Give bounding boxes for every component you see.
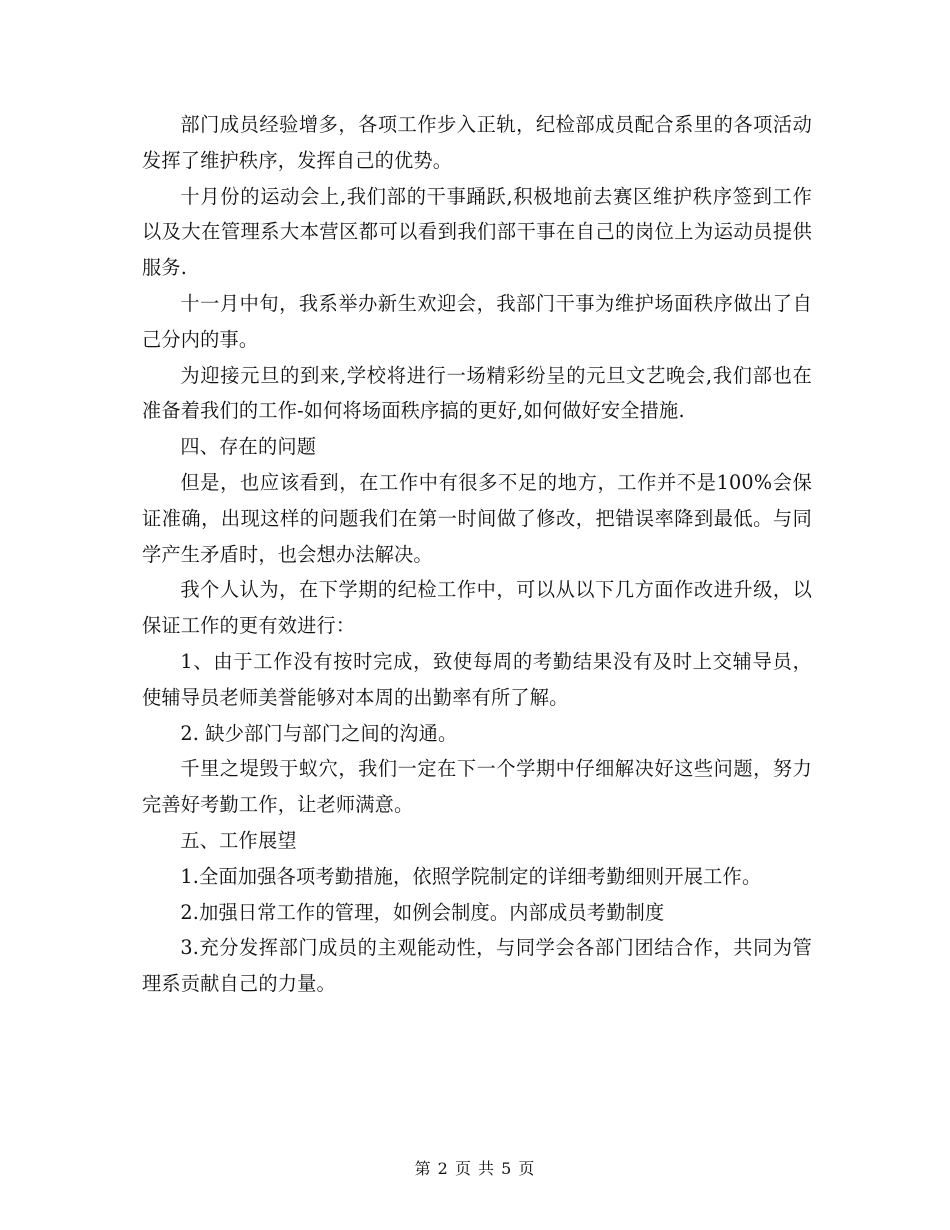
- paragraph: 十一月中旬，我系举办新生欢迎会，我部门干事为维护场面秩序做出了自己分内的事。: [142, 291, 812, 351]
- list-item: 1.全面加强各项考勤措施，依照学院制定的详细考勤细则开展工作。: [180, 864, 762, 888]
- paragraph: 我个人认为，在下学期的纪检工作中，可以从以下几方面作改进升级，以保证工作的更有效进行：: [142, 578, 812, 638]
- section-heading: 五、工作展望: [180, 828, 297, 852]
- document-body: [142, 107, 812, 1002]
- list-item: 2. 缺少部门与部门之间的沟通。: [180, 721, 458, 745]
- paragraph: 为迎接元旦的到来,学校将进行一场精彩纷呈的元旦文艺晚会,我们部也在准备着我们的工作-如何将场面秩序搞的更好,如何做好安全措施.: [142, 363, 812, 423]
- section-heading: 四、存在的问题: [180, 435, 317, 459]
- paragraph: 但是，也应该看到，在工作中有很多不足的地方，工作并不是100%会保证准确，出现这样的问题我们在第一时间做了修改，把错误率降到最低。与同学产生矛盾时，也会想办法解决。: [142, 470, 812, 566]
- paragraph: 千里之堤毁于蚁穴，我们一定在下一个学期中仔细解决好这些问题，努力完善好考勤工作，让老师满意。: [142, 757, 812, 817]
- paragraph: 部门成员经验增多，各项工作步入正轨，纪检部成员配合系里的各项活动发挥了维护秩序，发挥自己的优势。: [142, 113, 812, 172]
- list-item: 2.加强日常工作的管理，如例会制度。内部成员考勤制度: [180, 900, 665, 924]
- page-number-footer: 第 2 页 共 5 页: [414, 1159, 536, 1178]
- paragraph: 十月份的运动会上,我们部的干事踊跃,积极地前去赛区维护秩序签到工作以及大在管理系大本营区都可以看到我们部干事在自己的岗位上为运动员提供服务.: [142, 184, 812, 280]
- list-item: 1、由于工作没有按时完成，致使每周的考勤结果没有及时上交辅导员，使辅导员老师美誉能够对本周的出勤率有所了解。: [142, 649, 812, 709]
- list-item: 3.充分发挥部门成员的主观能动性，与同学会各部门团结合作，共同为管理系贡献自己的力量。: [142, 936, 812, 996]
